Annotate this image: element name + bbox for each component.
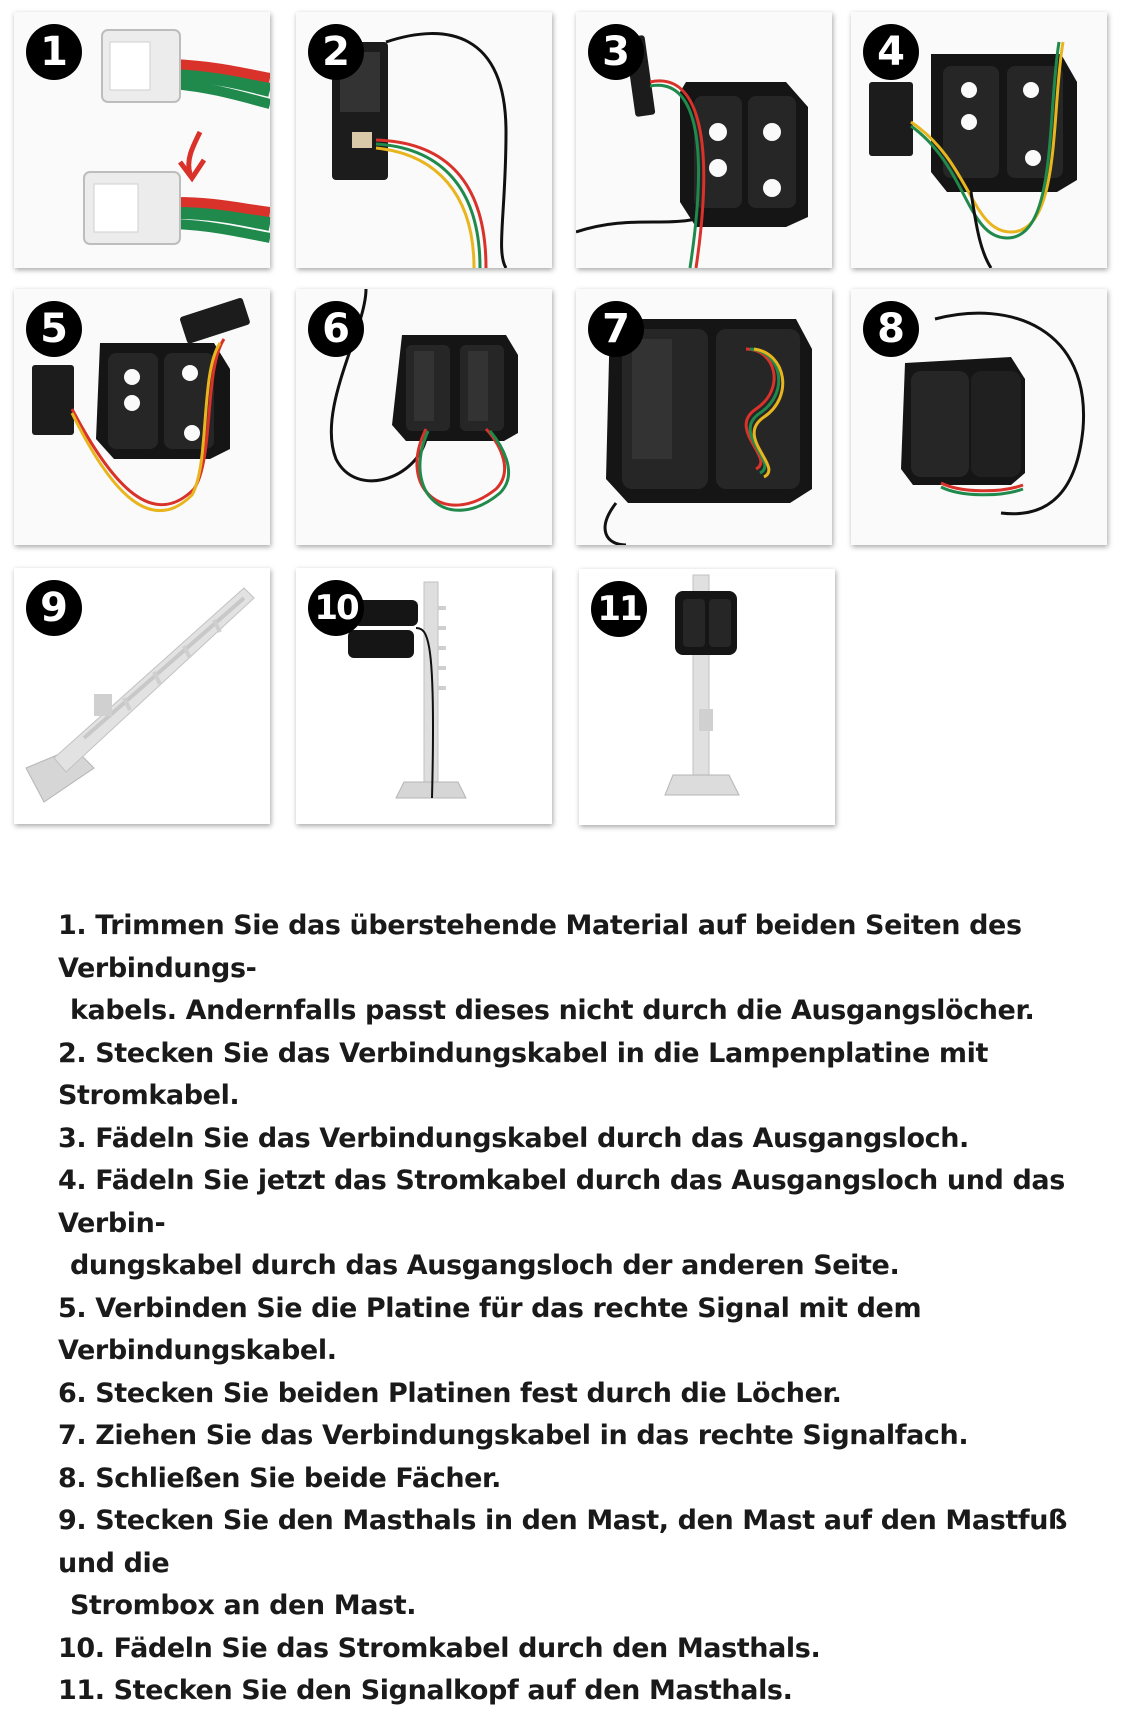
instruction-line: 8. Schließen Sie beide Fächer. [58,1462,501,1494]
instruction-item [58,1500,1098,1628]
instruction-line: 6. Stecken Sie beiden Platinen fest durch die Löcher. [58,1377,842,1409]
step-9-photo [14,568,270,824]
step-4-photo [851,12,1107,268]
instruction-item [58,1118,1098,1161]
instruction-item [58,1033,1098,1118]
instruction-line-continuation: kabels. Andernfalls passt dieses nicht durch die Ausgangslöcher. [70,995,1035,1026]
instruction-line: 5. Verbinden Sie die Platine für das rechte Signal mit dem Verbindungskabel. [58,1292,922,1366]
step-3-photo [576,12,832,268]
step-number-badge: 1 [26,24,82,80]
instruction-item [58,1670,1098,1713]
step-7-photo [576,289,832,545]
step-number-badge: 9 [26,580,82,636]
instruction-item [58,1288,1098,1373]
step-6-photo [296,289,552,545]
instruction-item [58,905,1098,1033]
step-number-badge: 11 [591,581,647,637]
step-8-photo [851,289,1107,545]
instruction-list [58,905,1098,1713]
instruction-line: 4. Fädeln Sie jetzt das Stromkabel durch das Ausgangsloch und das Verbin- [58,1165,1065,1239]
step-number-badge: 4 [863,24,919,80]
instruction-line-continuation: dungskabel durch das Ausgangsloch der anderen Seite. [70,1250,900,1281]
instruction-line-continuation: Strombox an den Mast. [70,1590,417,1621]
instruction-item [58,1160,1098,1288]
step-2-photo [296,12,552,268]
instruction-line: 11. Stecken Sie den Signalkopf auf den Masthals. [58,1675,793,1706]
instruction-line: 2. Stecken Sie das Verbindungskabel in die Lampenplatine mit Stromkabel. [58,1037,988,1111]
step-11-photo [579,569,835,825]
step-number-badge: 8 [863,301,919,357]
instruction-item [58,1373,1098,1416]
step-1-photo [14,12,270,268]
step-10-photo [296,568,552,824]
step-number-badge: 3 [588,24,644,80]
instruction-item [58,1628,1098,1671]
instruction-line: 7. Ziehen Sie das Verbindungskabel in das rechte Signalfach. [58,1420,969,1451]
instruction-line: 9. Stecken Sie den Masthals in den Mast, den Mast auf den Mastfuß und die [58,1505,1068,1579]
step-number-badge: 6 [308,301,364,357]
step-number-badge: 5 [26,301,82,357]
step-number-badge: 7 [588,301,644,357]
instruction-line: 3. Fädeln Sie das Verbindungskabel durch das Ausgangsloch. [58,1122,969,1154]
instruction-item [58,1415,1098,1458]
step-5-photo [14,289,270,545]
instruction-line: 1. Trimmen Sie das überstehende Material auf beiden Seiten des Verbindungs- [58,910,1022,984]
step-number-badge: 10 [308,580,364,636]
instruction-line: 10. Fädeln Sie das Stromkabel durch den Masthals. [58,1632,821,1664]
step-number-badge: 2 [308,24,364,80]
instruction-item [58,1458,1098,1501]
